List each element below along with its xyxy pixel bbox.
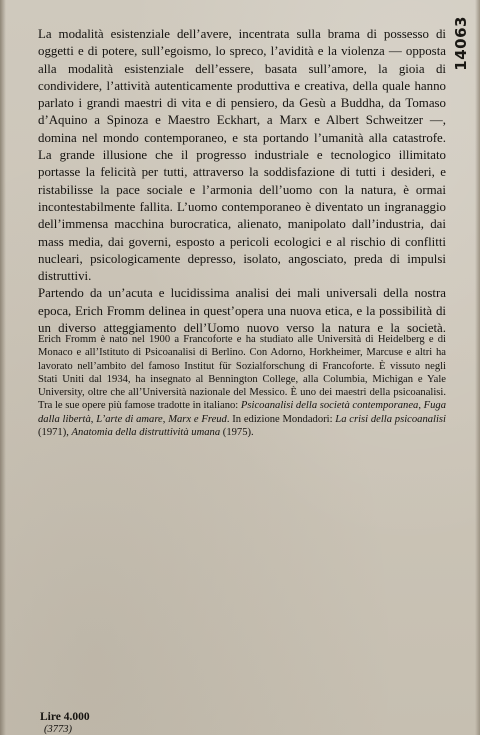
blurb-text [38, 26, 446, 337]
edition-code: (3773) [44, 724, 72, 735]
work-year: (1971), [38, 427, 72, 439]
work-title: La crisi della psicoanalisi [335, 413, 446, 425]
cover-right-edge [475, 0, 480, 735]
work-year: (1975). [220, 427, 254, 439]
catalog-number: 14063 [452, 16, 470, 71]
work-title: L’arte di amare [96, 413, 163, 425]
author-bio-text: Erich Fromm è nato nel 1900 a Francoforte e ha studiato alle Università di Heidelberg e di Monaco e all’Istituto di Psicoanalisi di Berlino. Con Adorno, Horkheimer, Marcuse e altri ha lavorato nell’ambito del famoso Institut für Sozialforschung di Francoforte. È vissuto negli Stati Uniti dal 1934, ha insegnato al Bennington College, alla Columbia, Michigan e Yale University, oltre che all’Università nazionale del Messico. È uno dei maestri della psicoanalisi. Tra le sue opere più famose tradotte in italiano: [38, 334, 446, 412]
separator: , [162, 413, 169, 425]
author-bio [38, 333, 446, 439]
work-title: Marx e Freud [168, 413, 227, 425]
blurb-paragraph-2: La grande illusione che il progresso industriale e tecnologico illimitato portasse la felicità per tutti, attraverso la soddisfazione di tutti i desideri, e ristabilisse la pace sociale e l’armonia dell’uomo con la natura, è ormai incontestabilmente fallita. L’uomo contemporaneo è diventato un ingranaggio dell’immensa macchina burocratica, alienato, manipolato dall’industria, dai mass media, dai governi, esposto a pericoli ecologici e al rischio di conflitti nucleari, psicologicamente depresso, isolato, angosciato, preda di impulsi distruttivi. [38, 148, 446, 284]
author-bio-paragraph [38, 333, 446, 439]
price: Lire 4.000 [40, 711, 90, 723]
blurb-paragraph-1: La modalità esistenziale dell’avere, incentrata sulla brama di possesso di oggetti e di potere, sull’egoismo, lo spreco, l’avidità e la violenza — opposta alla modalità esistenziale dell’essere, basata sull’amore, la gioia di condividere, l’attività autenticamente produttiva e creativa, della quale hanno parlato i grandi maestri di vita e di pensiero, da Gesù a Buddha, da Tomaso d’Aquino a Spinoza e Maestro Eckhart, a Marx e Albert Schweitzer —, domina nel mondo contemporaneo, e sta portando l’umanità alla catastrofe. [38, 27, 446, 145]
cover-left-edge [0, 0, 6, 735]
mondadori-intro: . In edizione Mondadori: [226, 413, 336, 425]
work-title: Fuga dalla libertà [38, 400, 446, 425]
work-title: Anatomia della distruttività umana [71, 427, 221, 439]
separator: , [90, 413, 97, 425]
separator: , [418, 400, 424, 412]
blurb-paragraph-3: Partendo da un’acuta e lucidissima analisi dei mali universali della nostra epoca, Erich Fromm delinea in quest’opera una nuova etica, e la possibilità di un diverso atteggiamento dell’Uomo nuovo verso la natura e la società. [38, 286, 446, 336]
work-title: Psicoanalisi della società contemporanea [240, 400, 419, 412]
